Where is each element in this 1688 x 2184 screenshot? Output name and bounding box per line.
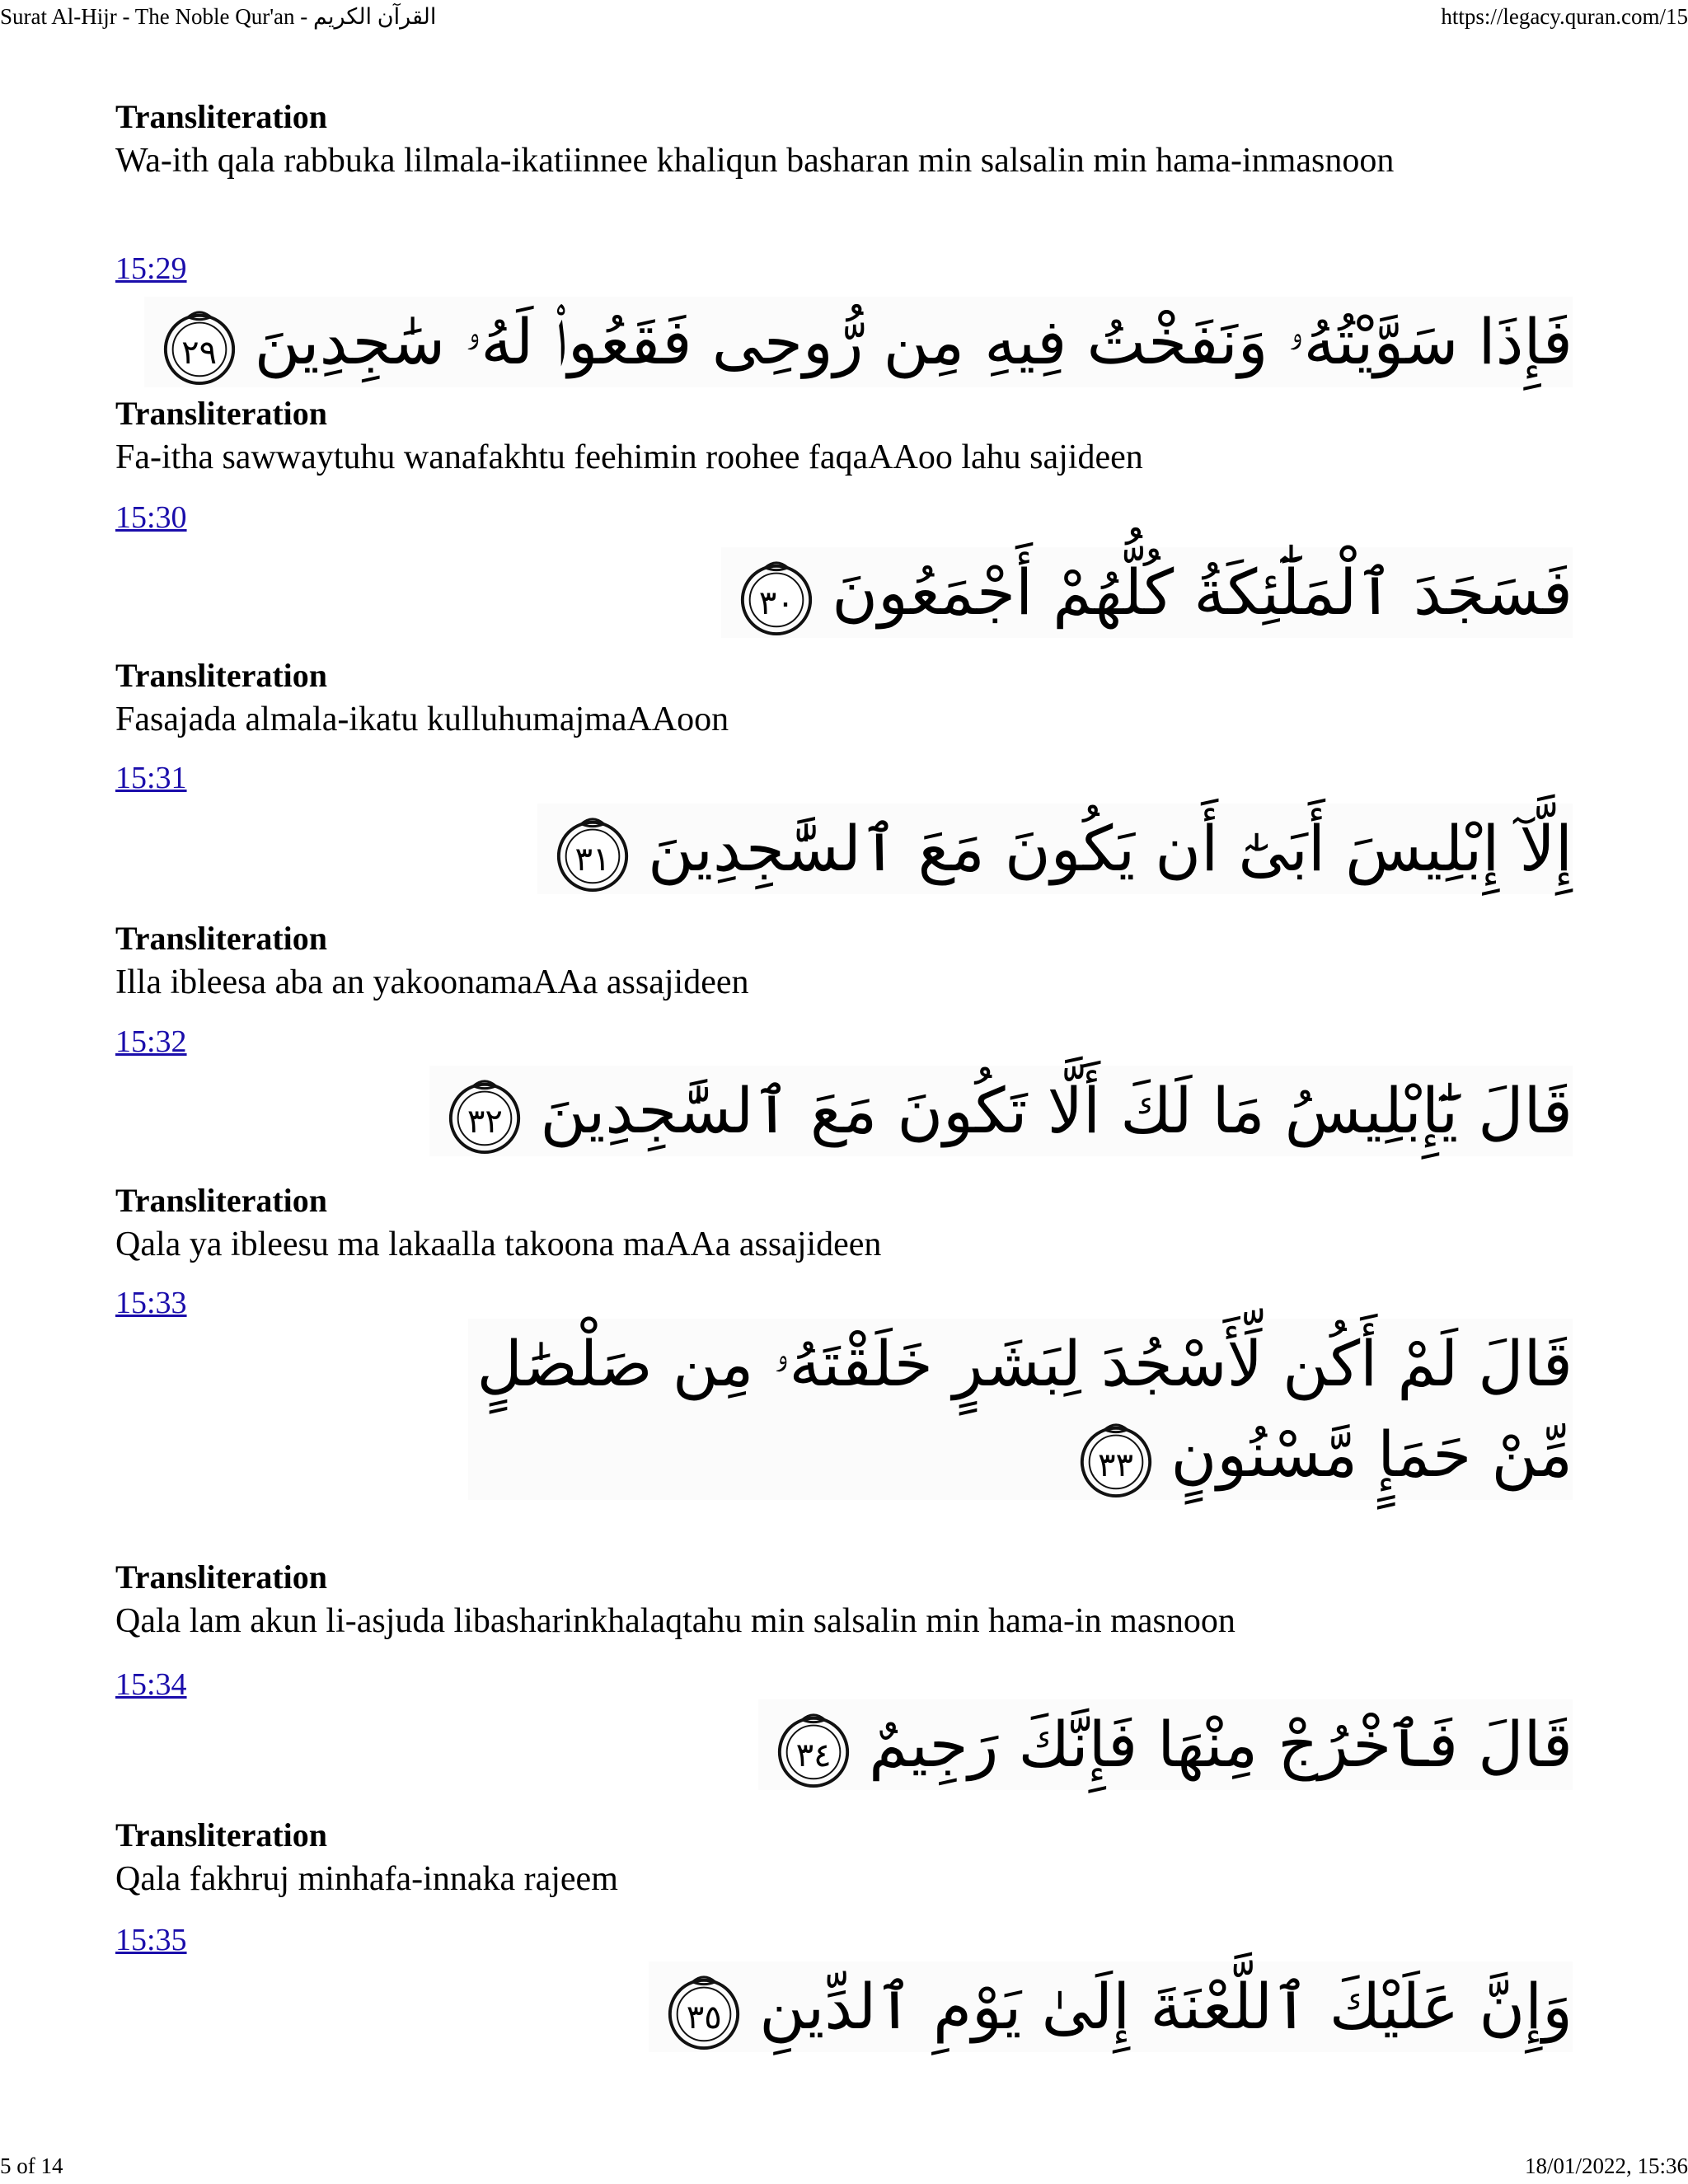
page-url: https://legacy.quran.com/15: [1441, 4, 1688, 29]
transliteration-heading: Transliteration: [115, 395, 328, 432]
ayah-number: ٣٣: [1098, 1446, 1134, 1484]
arabic-verse: [468, 1319, 1573, 1500]
verse-reference-link[interactable]: 15:32: [115, 1024, 187, 1059]
verse-reference-link[interactable]: 15:30: [115, 500, 187, 535]
arabic-verse: [537, 804, 1573, 894]
page-title: Surat Al-Hijr - The Noble Qur'an - القرآن الكريم: [0, 4, 437, 29]
verse-reference-link[interactable]: 15:34: [115, 1667, 187, 1702]
arabic-verse-text: قَالَ لَمْ أَكُن لِّأَسْجُدَ لِبَشَرٍ خَلَقْتَهُۥ مِن صَلْصَٰلٍ مِّنْ حَمَإٍ مَّسْنُونٍ: [476, 1327, 1573, 1491]
ayah-number-badge: [159, 306, 240, 387]
arabic-verse: [721, 547, 1573, 638]
ayah-number-badge: [552, 813, 633, 893]
verse-reference-link[interactable]: 15:33: [115, 1286, 187, 1320]
transliteration-heading: Transliteration: [115, 920, 328, 957]
transliteration-heading: Transliteration: [115, 1182, 328, 1219]
arabic-verse-text: قَالَ يَٰٓإِبْلِيسُ مَا لَكَ أَلَّا تَكُونَ مَعَ ٱلسَّٰجِدِينَ: [540, 1074, 1573, 1147]
ayah-number: ٣١: [574, 841, 611, 879]
ayah-number: ٣٥: [686, 1999, 722, 2036]
arabic-verse: [429, 1066, 1573, 1156]
ayah-number-badge: [736, 556, 817, 637]
arabic-verse: [144, 297, 1573, 387]
arabic-verse-text: فَإِذَا سَوَّيْتُهُۥ وَنَفَخْتُ فِيهِ مِن رُّوحِى فَقَعُوا۟ لَهُۥ سَٰجِدِينَ: [254, 305, 1573, 378]
ayah-number: ٣٠: [758, 584, 795, 622]
print-datetime: 18/01/2022, 15:36: [1524, 2154, 1688, 2178]
arabic-verse-text: فَسَجَدَ ٱلْمَلَٰٓئِكَةُ كُلُّهُمْ أَجْمَعُونَ: [832, 555, 1573, 629]
ayah-number-badge: [444, 1075, 525, 1155]
transliteration-text: Qala ya ibleesu ma lakaalla takoona maAAa assajideen: [115, 1226, 882, 1263]
transliteration-heading: Transliteration: [115, 1816, 328, 1854]
ayah-number-badge: [773, 1708, 854, 1789]
arabic-verse-text: وَإِنَّ عَلَيْكَ ٱللَّعْنَةَ إِلَىٰ يَوْمِ ٱلدِّينِ: [759, 1970, 1573, 2043]
page-number: 5 of 14: [0, 2154, 63, 2178]
transliteration-heading: Transliteration: [115, 1558, 328, 1596]
arabic-verse: [758, 1699, 1573, 1790]
ayah-number-badge: [663, 1971, 744, 2051]
transliteration-text: Illa ibleesa aba an yakoonamaAAa assajideen: [115, 963, 749, 1001]
transliteration-text: Fa-itha sawwaytuhu wanafakhtu feehimin roohee faqaAAoo lahu sajideen: [115, 438, 1143, 476]
ayah-number: ٢٩: [181, 334, 218, 372]
transliteration-text: Wa-ith qala rabbuka lilmala-ikatiinnee khaliqun basharan min salsalin min hama-inmasnoon: [115, 142, 1395, 180]
ayah-number-badge: [1076, 1418, 1156, 1499]
ayah-number: ٣٤: [795, 1736, 832, 1774]
arabic-verse-text: قَالَ فَٱخْرُجْ مِنْهَا فَإِنَّكَ رَجِيمٌ: [869, 1708, 1573, 1781]
transliteration-text: Qala lam akun li-asjuda libasharinkhalaqtahu min salsalin min hama-in masnoon: [115, 1602, 1236, 1640]
verse-reference-link[interactable]: 15:29: [115, 251, 187, 286]
transliteration-heading: Transliteration: [115, 657, 328, 694]
transliteration-heading: Transliteration: [115, 98, 328, 135]
ayah-number: ٣٢: [467, 1103, 503, 1141]
arabic-verse-text: إِلَّآ إِبْلِيسَ أَبَىٰٓ أَن يَكُونَ مَعَ ٱلسَّٰجِدِينَ: [647, 812, 1573, 885]
transliteration-text: Fasajada almala-ikatu kulluhumajmaAAoon: [115, 701, 729, 738]
transliteration-text: Qala fakhruj minhafa-innaka rajeem: [115, 1860, 618, 1898]
arabic-verse: [649, 1961, 1573, 2052]
verse-reference-link[interactable]: 15:31: [115, 761, 187, 795]
verse-reference-link[interactable]: 15:35: [115, 1923, 187, 1957]
